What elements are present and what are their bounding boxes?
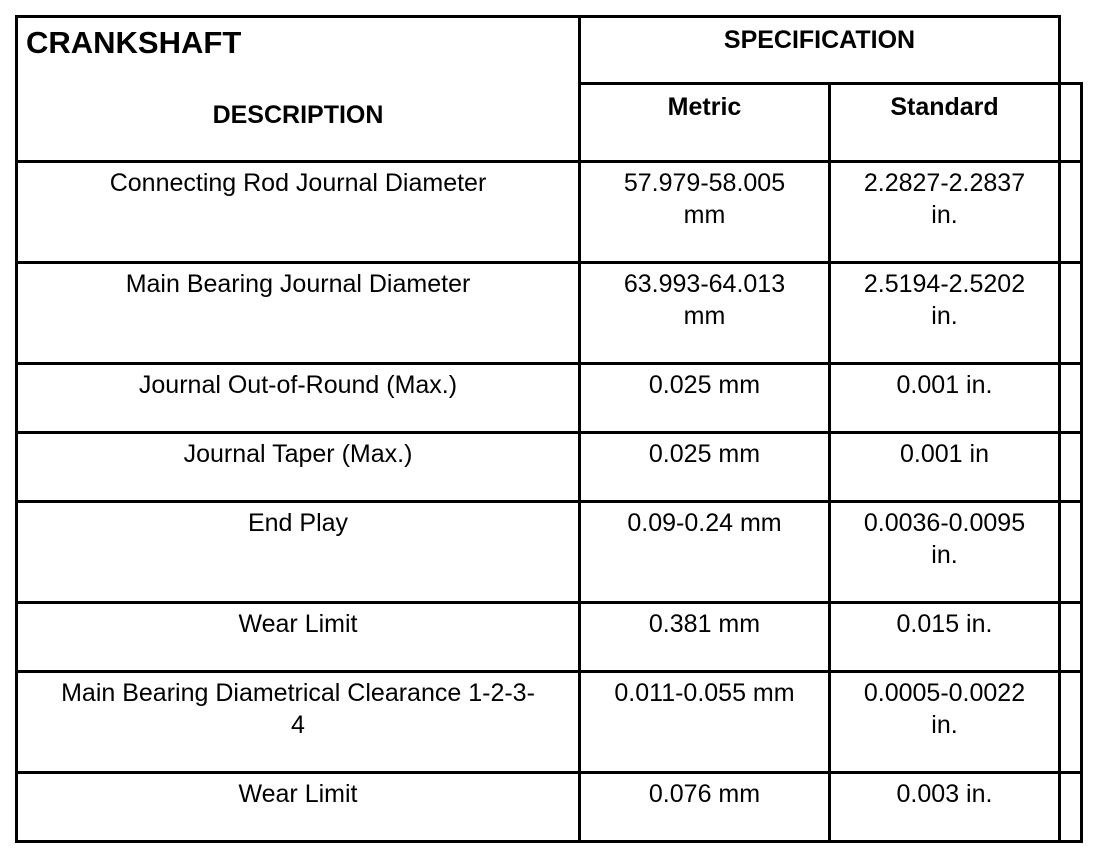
table-row bbox=[17, 433, 1082, 502]
metric-cell-line: 0.011-0.055 mm bbox=[614, 679, 795, 707]
metric-cell bbox=[580, 603, 830, 672]
metric-cell-line: 0.025 mm bbox=[648, 440, 761, 468]
standard-cell-line: 0.001 in. bbox=[896, 371, 993, 399]
description-cell-line: Main Bearing Diametrical Clearance 1-2-3- bbox=[61, 679, 535, 707]
description-cell-line: End Play bbox=[247, 509, 349, 537]
description-cell-line: 4 bbox=[291, 711, 305, 739]
metric-cell-line: 63.993-64.013 bbox=[623, 270, 786, 298]
metric-cell-line: 0.09-0.24 mm bbox=[627, 509, 782, 537]
description-cell bbox=[17, 162, 580, 263]
description-cell-line: Wear Limit bbox=[238, 780, 358, 808]
description-cell bbox=[17, 773, 580, 842]
table-row bbox=[17, 162, 1082, 263]
table-edge-cell bbox=[1060, 433, 1082, 502]
metric-cell bbox=[580, 162, 830, 263]
table-row bbox=[17, 603, 1082, 672]
metric-cell-line: 0.076 mm bbox=[648, 780, 761, 808]
table-title-text: CRANKSHAFT bbox=[26, 25, 242, 60]
standard-cell bbox=[830, 263, 1060, 364]
standard-header: Standard bbox=[830, 84, 1060, 162]
standard-cell bbox=[830, 364, 1060, 433]
standard-cell-line: in. bbox=[931, 201, 958, 229]
description-cell bbox=[17, 672, 580, 773]
standard-cell-line: 2.5194-2.5202 bbox=[863, 270, 1026, 298]
metric-header: Metric bbox=[580, 84, 830, 162]
standard-cell-line: in. bbox=[931, 711, 958, 739]
table-edge-cell bbox=[1060, 502, 1082, 603]
crankshaft-spec-table bbox=[15, 15, 1083, 843]
description-cell bbox=[17, 502, 580, 603]
description-header: DESCRIPTION bbox=[212, 101, 384, 129]
standard-cell-line: in. bbox=[931, 541, 958, 569]
standard-cell bbox=[830, 773, 1060, 842]
description-cell-line: Connecting Rod Journal Diameter bbox=[109, 169, 487, 197]
standard-cell-line: 0.0005-0.0022 bbox=[863, 679, 1026, 707]
metric-cell-line: 0.381 mm bbox=[648, 610, 761, 638]
table-edge-cell bbox=[1060, 364, 1082, 433]
metric-cell bbox=[580, 773, 830, 842]
table-row bbox=[17, 672, 1082, 773]
standard-cell-line: 2.2827-2.2837 bbox=[863, 169, 1026, 197]
standard-cell bbox=[830, 162, 1060, 263]
description-cell-line: Journal Out-of-Round (Max.) bbox=[138, 371, 458, 399]
standard-cell bbox=[830, 603, 1060, 672]
standard-cell-line: 0.0036-0.0095 bbox=[863, 509, 1026, 537]
table-row bbox=[17, 263, 1082, 364]
metric-cell-line: 57.979-58.005 bbox=[623, 169, 786, 197]
table-row bbox=[17, 773, 1082, 842]
table-edge-spacer bbox=[1060, 17, 1082, 84]
description-cell bbox=[17, 433, 580, 502]
standard-cell bbox=[830, 672, 1060, 773]
table-row bbox=[17, 502, 1082, 603]
table-edge-cell bbox=[1060, 84, 1082, 162]
table-edge-cell bbox=[1060, 162, 1082, 263]
table-row bbox=[17, 364, 1082, 433]
table-title bbox=[17, 17, 580, 162]
metric-cell-line: mm bbox=[683, 302, 726, 330]
table-edge-cell bbox=[1060, 263, 1082, 364]
metric-cell-line: 0.025 mm bbox=[648, 371, 761, 399]
standard-cell-line: 0.001 in bbox=[900, 440, 989, 468]
table-edge-cell bbox=[1060, 603, 1082, 672]
metric-cell bbox=[580, 433, 830, 502]
standard-cell-line: in. bbox=[931, 302, 958, 330]
standard-cell bbox=[830, 433, 1060, 502]
standard-cell-line: 0.003 in. bbox=[896, 780, 993, 808]
table-edge-cell bbox=[1060, 672, 1082, 773]
description-cell-line: Main Bearing Journal Diameter bbox=[125, 270, 471, 298]
metric-cell bbox=[580, 502, 830, 603]
metric-cell bbox=[580, 364, 830, 433]
metric-cell bbox=[580, 672, 830, 773]
standard-cell-line: 0.015 in. bbox=[896, 610, 993, 638]
description-cell bbox=[17, 603, 580, 672]
description-cell-line: Wear Limit bbox=[238, 610, 358, 638]
description-cell bbox=[17, 263, 580, 364]
description-cell-line: Journal Taper (Max.) bbox=[183, 440, 413, 468]
specification-header: SPECIFICATION bbox=[580, 17, 1060, 84]
table-edge-cell bbox=[1060, 773, 1082, 842]
description-cell bbox=[17, 364, 580, 433]
metric-cell-line: mm bbox=[683, 201, 726, 229]
standard-cell bbox=[830, 502, 1060, 603]
metric-cell bbox=[580, 263, 830, 364]
